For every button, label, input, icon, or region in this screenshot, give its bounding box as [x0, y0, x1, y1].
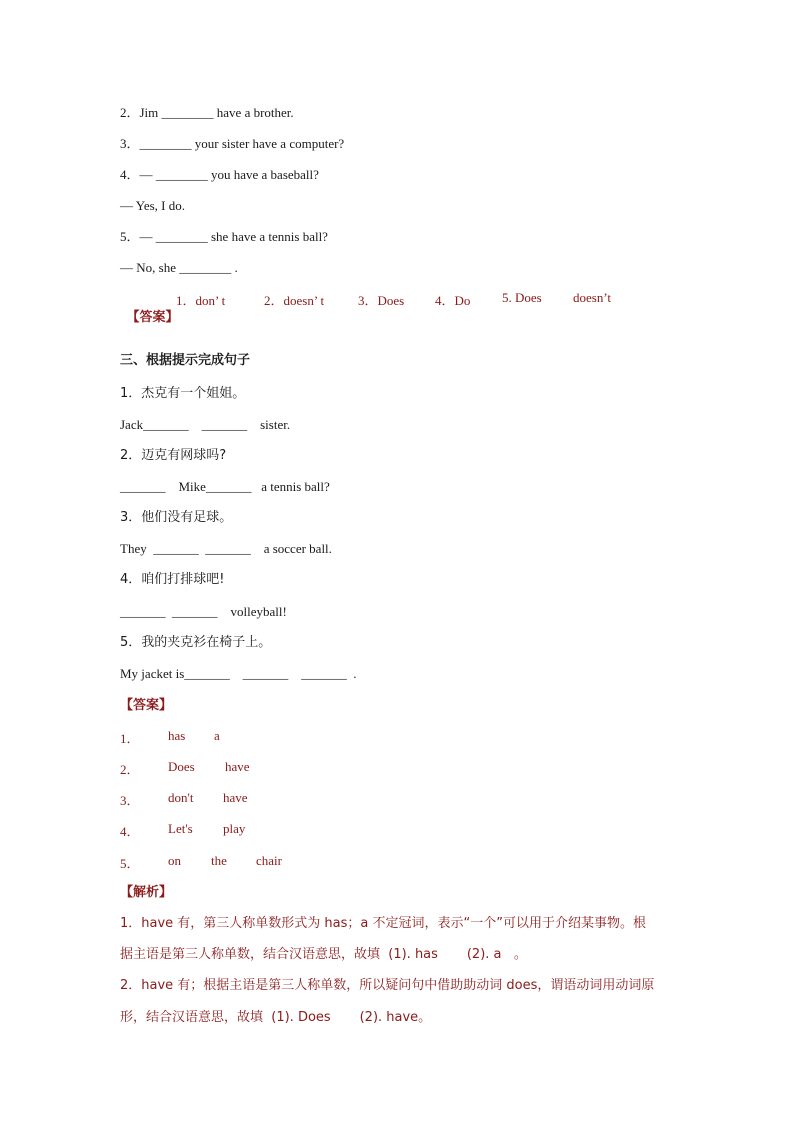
answer-4-a: Let's — [168, 821, 193, 836]
item-1-chinese: 1．杰克有一个姐姐。 — [120, 386, 246, 401]
question-4-reply: — Yes, I do. — [120, 198, 186, 213]
item-5-chinese: 5．我的夹克衫在椅子上。 — [120, 635, 272, 650]
answer-label: 【答案】 — [126, 310, 179, 325]
part2-answer-4: 4．Do — [435, 293, 471, 308]
question-5: 5．— ________ she have a tennis ball? — [120, 229, 328, 244]
answer-2-a: Does — [168, 759, 195, 774]
answer-5-num: 5． — [120, 856, 140, 871]
question-4: 4．— ________ you have a baseball? — [120, 167, 319, 182]
analysis-line-1: 1．have 有，第三人称单数形式为 has；a 不定冠词，表示“一个”可以用于介绍某事物。根 — [120, 916, 646, 931]
part2-answer-5b: doesn’t — [573, 290, 612, 305]
item-4-english: _______ _______ volleyball! — [120, 604, 287, 619]
item-4-chinese: 4．咱们打排球吧! — [120, 572, 225, 587]
answer-3-num: 3． — [120, 793, 140, 808]
part3-answer-label: 【答案】 — [120, 698, 173, 713]
item-3-english: They _______ _______ a soccer ball. — [120, 541, 332, 556]
answer-3-b: have — [223, 790, 248, 805]
answer-5-b: the — [211, 853, 227, 868]
answer-4-b: play — [223, 821, 246, 836]
answer-2-b: have — [225, 759, 250, 774]
item-2-english: _______ Mike_______ a tennis ball? — [120, 479, 330, 494]
part2-answer-1: 1．don’ t — [176, 293, 226, 308]
analysis-line-3: 2．have 有；根据主语是第三人称单数，所以疑问句中借助助动词 does，谓语动词用动词原 — [120, 978, 655, 993]
analysis-line-2: 据主语是第三人称单数，结合汉语意思，故填 (1). has (2). a 。 — [120, 947, 527, 962]
part2-answer-2: 2．doesn’ t — [264, 293, 325, 308]
answer-5-a: on — [168, 853, 181, 868]
item-5-english: My jacket is_______ _______ _______ . — [120, 666, 357, 681]
item-1-english: Jack_______ _______ sister. — [120, 417, 291, 432]
question-3: 3．________ your sister have a computer? — [120, 136, 345, 151]
question-2: 2．Jim ________ have a brother. — [120, 105, 294, 120]
answer-1-num: 1． — [120, 731, 140, 746]
answer-1-a: has — [168, 728, 186, 743]
analysis-label: 【解析】 — [120, 885, 173, 900]
part2-answer-line — [120, 290, 179, 327]
answer-1-b: a — [214, 728, 220, 743]
answer-5-c: chair — [256, 853, 282, 868]
item-2-chinese: 2．迈克有网球吗? — [120, 448, 227, 463]
part2-answer-5: 5. Does — [502, 290, 542, 305]
answer-3-a: don't — [168, 790, 194, 805]
part2-answer-3: 3．Does — [358, 293, 405, 308]
item-3-chinese: 3．他们没有足球。 — [120, 510, 233, 525]
answer-2-num: 2． — [120, 762, 140, 777]
answer-4-num: 4． — [120, 824, 140, 839]
question-5-reply: — No, she ________ . — [120, 260, 238, 275]
section-title: 三、根据提示完成句子 — [120, 353, 251, 368]
analysis-line-4: 形，结合汉语意思，故填 (1). Does (2). have。 — [120, 1010, 432, 1025]
